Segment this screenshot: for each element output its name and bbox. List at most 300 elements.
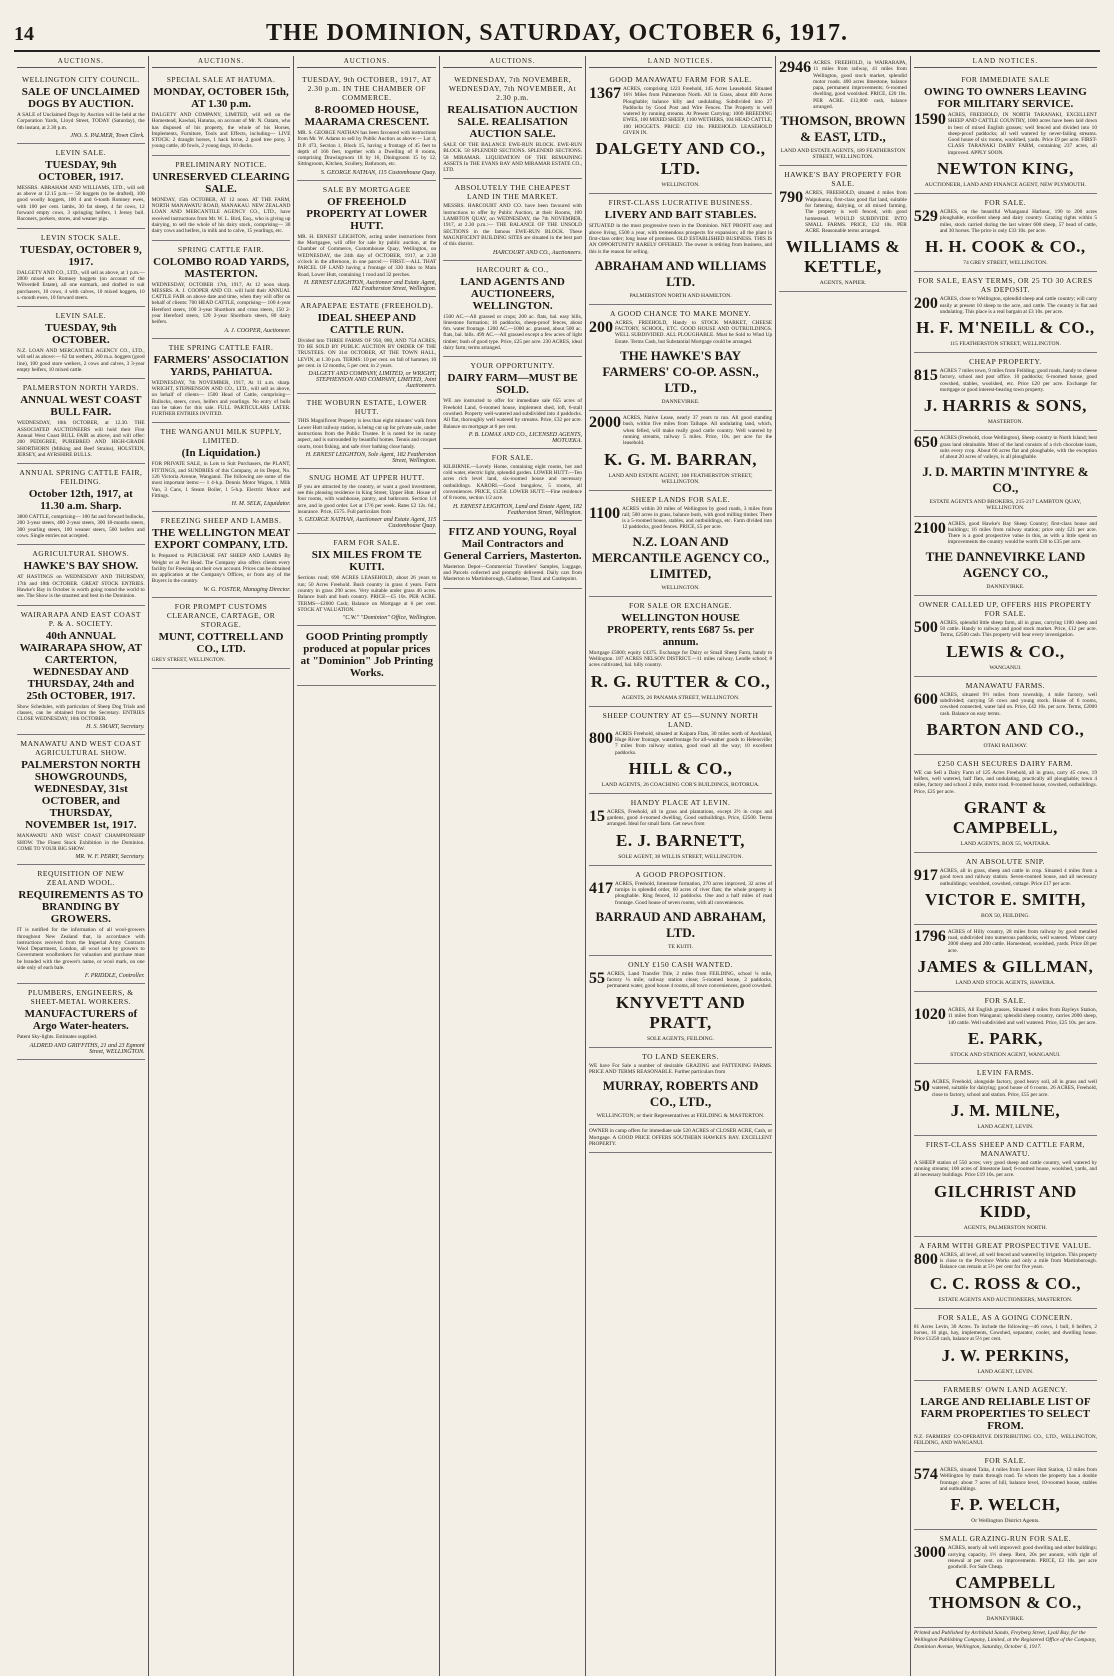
firm-name: NEWTON KING, bbox=[936, 159, 1074, 179]
lot-block bbox=[914, 521, 1097, 546]
ad-title: IDEAL SHEEP AND CATTLE RUN. bbox=[317, 311, 417, 336]
firm-name: JAMES & GILLMAN, bbox=[917, 957, 1094, 977]
ad-subtitle: A FARM WITH GREAT PROSPECTIVE VALUE. bbox=[919, 1240, 1092, 1250]
advertisement bbox=[443, 449, 582, 521]
ad-body: 3800 CATTLE, comprising— 100 fat and forward bullocks, 200 3-year steers, 400 2-year steers, 300 18-months steers, 300 yearling steers, 100 weaner steers, 500 heifers and cows. Single entries not accepted. bbox=[17, 514, 145, 540]
advertisement bbox=[17, 307, 145, 379]
ad-title: THE WELLINGTON MEAT EXPORT COMPANY, LTD. bbox=[151, 527, 291, 552]
ad-subtitle: SMALL GRAZING-RUN FOR SALE. bbox=[939, 1534, 1072, 1544]
ad-body: SALE OF THE BALANCE EWE-RUN BLOCK. EWE-RUN BLOCK. 58 SPLENDID SECTIONS. SPLENDID SECTIONS. 58 MIRAMAR. LIQUIDATION OF THE REMAINING ASSETS In THE EVANS BAY AND MIRAMAR ESTATE CO., LTD. bbox=[443, 142, 582, 174]
ad-signature: A. J. COOPER, Auctioneer. bbox=[224, 327, 291, 334]
ad-title: MONDAY, OCTOBER 15th, AT 1.30 p.m. bbox=[153, 86, 289, 110]
column-heading: AUCTIONS. bbox=[152, 56, 291, 68]
ad-body: WE have For Sale a number of desirable GRAZING and FATTENING FARMS. PRICE AND TERMS REASONABLE. Further particulars from bbox=[588, 1062, 773, 1076]
ad-body: 81 Acres Levin, 30 Acres. To include the following—46 cows, 1 bull, 6 heifers, 2 horses, 16 pigs, hay, implements, Cowshed, separator, cooler, and dwelling house. Price £1250 cash, balance at 5½ per cent. bbox=[913, 1323, 1097, 1343]
ad-title: DAIRY FARM—MUST BE SOLD. bbox=[447, 372, 578, 397]
advertisement bbox=[914, 755, 1097, 853]
firm-name: H. H. COOK & CO., bbox=[925, 237, 1086, 257]
firm-name: VICTOR E. SMITH, bbox=[925, 889, 1086, 909]
lot-number: 200 bbox=[913, 295, 938, 313]
ad-body: Is Prepared to PURCHASE FAT SHEEP AND LAMBS By Weight or at Per Head. The Company also offers clients every facility for Freezing on their own account. Prices can be obtained on application at the Company's Offices, or from any of the Buyers in the country. bbox=[151, 553, 291, 585]
ad-title: 8-ROOMED HOUSE, MAARAMA CRESCENT. bbox=[304, 104, 430, 128]
ad-body: ACRES, on the beautiful Whanganui Harbour, 190 to 200 acres ploughable, excellent sheep and dairy country. Grazing rights within 5 miles, stock carried during the last winter 600 sheep, 57 head of cattle, and 30 horses. The price is only £33 10s. per acre. bbox=[939, 209, 1097, 234]
lot-number: 917 bbox=[913, 866, 938, 884]
ad-subtitle: THE WANGANUI MILK SUPPLY, LIMITED. bbox=[160, 427, 282, 446]
ad-title: COLOMBO ROAD YARDS, MASTERTON. bbox=[153, 255, 289, 280]
ad-subtitle: CHEAP PROPERTY. bbox=[969, 357, 1042, 367]
ad-signature: Or Wellington District Agents. bbox=[971, 1518, 1040, 1525]
ad-subtitle: A GOOD CHANCE TO MAKE MONEY. bbox=[610, 308, 752, 318]
ad-body: ACRES, all in grass, sheep and cattle in crop. Situated 4 miles from a good town and railway station. Seven-roomed house, and all necessary outbuildings; woolshed, cowshed, cottage. Price £17 per acre. bbox=[939, 867, 1097, 887]
ad-body: ACRES, All English grasses, Situated 4 miles from Bayleys Station, 11 miles from Wanganui; splendid sheep country, carries 2000 sheep, 140 cattle. Well subdivided and well watered. Price, £25 10s. per acre. bbox=[947, 1007, 1097, 1026]
firm-name: J. D. MARTIN M'INTYRE & CO., bbox=[922, 463, 1089, 495]
advertisement bbox=[152, 71, 291, 156]
ad-body: WE can Sell a Dairy Farm of 125 Acres Freehold, all in grass, carry 45 cows, 19 heifers, well watered, half flats, and undulating, practically all ploughable; town 4 miles, factory and school 2 mile, motor road. 8-roomed house, cowshed, outbuildings. Price, £25 per acre. bbox=[913, 769, 1097, 795]
column-2 bbox=[149, 56, 295, 1676]
advertisement bbox=[443, 71, 582, 179]
column-heading: AUCTIONS. bbox=[17, 56, 145, 68]
lot-number: 1367 bbox=[588, 85, 621, 102]
ad-body: ACRES. FREEHOLD, in WAIRARAPA, 11 miles from railway, 41 miles from Wellington, good stock market, splendid motor roads. 400 acres limestone, balance papa, permanent improvements; 6-roomed dwelling, good woolshed. PRICE, £20 10s. PER ACRE. £12,000 cash, balance arranged. bbox=[813, 60, 907, 111]
ad-body: Masterton Depot—Commercial Travellers' Samples, Luggage, and Parcels collected and promptly delivered. Daily cars from Masterton to Martinborough, Gladstone, Tinui and Castlepoint. bbox=[443, 563, 582, 583]
lot-number: 800 bbox=[913, 1250, 938, 1268]
ad-signature: ALDRED AND GRIFFITHS, 21 and 23 Egmont Street, WELLINGTON. bbox=[29, 1042, 145, 1055]
advertisement bbox=[17, 71, 145, 144]
lot-block bbox=[914, 1007, 1097, 1026]
ad-body: ACRES, Freehold, alongside factory, good heavy soil, all in grass and well watered, suitable for dairying; good house of 6 rooms. 26 ACRES, Freehold, close to factory, school and station. Price, £55 per acre. bbox=[931, 1078, 1097, 1098]
ad-title: PALMERSTON NORTH SHOWGROUNDS, WEDNESDAY, 31st OCTOBER, and THURSDAY, NOVEMBER 1st, 1917. bbox=[21, 759, 141, 832]
ad-body: ACRES Freehold, situated at Kaipara Flats, 30 miles north of Auckland, Huge River frontage, waterfrontage for all-weather goods to Helensville; 7 miles from railway station, good road all the way; 10 excellent paddocks. bbox=[614, 730, 773, 756]
column-4 bbox=[440, 56, 586, 1676]
lot-number: 1100 bbox=[588, 504, 621, 522]
ad-subtitle: ARAPAEPAE ESTATE (FREEHOLD). bbox=[300, 300, 434, 310]
ad-subtitle: FREEZING SHEEP AND LAMBS. bbox=[160, 516, 282, 526]
advertisement bbox=[914, 1452, 1097, 1530]
ad-signature: H. ERNEST LEIGHTON, Sole Agent, 182 Featherston Street, Wellington. bbox=[305, 451, 437, 464]
ad-subtitle: FIRST-CLASS LUCRATIVE BUSINESS. bbox=[608, 198, 753, 208]
newspaper-title: THE DOMINION, SATURDAY, OCTOBER 6, 1917. bbox=[265, 20, 849, 46]
advertisement bbox=[914, 992, 1097, 1064]
lot-number: 529 bbox=[913, 208, 938, 226]
column-3 bbox=[294, 56, 440, 1676]
lot-number: 2946 bbox=[779, 59, 812, 76]
advertisement bbox=[914, 353, 1097, 431]
ad-subtitle: LEVIN STOCK SALE. bbox=[40, 232, 121, 242]
ad-signature: LAND AGENTS, 26 COACHING COR'S BUILDINGS, ROTORUA. bbox=[601, 781, 760, 788]
column-1 bbox=[14, 56, 149, 1676]
advertisement bbox=[152, 241, 291, 339]
ad-subtitle: MANAWATU AND WEST COAST AGRICULTURAL SHOW. bbox=[20, 739, 142, 758]
ad-subtitle: YOUR OPPORTUNITY. bbox=[470, 361, 555, 371]
ad-signature: TE KUITI. bbox=[668, 943, 693, 950]
page-number: 14 bbox=[14, 23, 34, 45]
ad-subtitle: LEVIN SALE. bbox=[55, 311, 107, 321]
column-7 bbox=[911, 56, 1100, 1676]
ad-signature: H. ERNEST LEIGHTON, Land and Estate Agent, 182 Featherston Street, Wellington. bbox=[452, 503, 582, 516]
ad-subtitle: TUESDAY, 9th OCTOBER, 1917, AT 2.30 p.m. IN THE CHAMBER OF COMMERCE. bbox=[301, 75, 432, 102]
advertisement bbox=[17, 865, 145, 984]
ad-body: Divided into THREE FARMS OF 950, 880, AND 754 ACRES, TO BE SOLD BY PUBLIC AUCTION BY ORDER OF THE TRUSTEES. ON 31st OCTOBER, AT THE TOWN HALL, LEVIN, at 1.30 p.m. TERMS: 10 per cent. on fall of hammer, 10 per cent. in 12 months, 5 per cent. in 2 years. bbox=[297, 337, 437, 370]
advertisement bbox=[443, 521, 582, 589]
ad-signature: AGENTS, NAPIER. bbox=[819, 280, 867, 287]
ad-title: LIVERY AND BAIT STABLES. bbox=[604, 209, 757, 222]
lot-number: 3000 bbox=[913, 1544, 946, 1562]
firm-name: CAMPBELL THOMSON & CO., bbox=[929, 1573, 1082, 1613]
ad-body: IF you are attracted by the country, or want a good investment, see this pleasing residence in King Street, Upper Hutt. House of four rooms, with washhouse, pantry, and bathroom. Section 1/4 acre, and in good order. Let at 17/6 per week. Rates £2 12s. 6d.; insurance. Price, £575. Full particulars from bbox=[297, 483, 437, 516]
lot-number: 55 bbox=[588, 969, 605, 987]
ad-signature: H. ERNEST LEIGHTON, Auctioneer and Estate Agent, 182 Featherston Street, Wellington. bbox=[303, 279, 437, 292]
ad-title: OF FREEHOLD PROPERTY AT LOWER HUTT. bbox=[306, 195, 428, 232]
firm-name: E. J. BARNETT, bbox=[616, 830, 746, 850]
ad-subtitle: TO LAND SEEKERS. bbox=[642, 1051, 719, 1061]
advertisement bbox=[297, 181, 436, 297]
ad-signature: STOCK AND STATION AGENT, WANGANUI. bbox=[950, 1051, 1061, 1058]
ad-body: ACRES, FREEHOLD, Handy to STOCK MARKET, CHEESE FACTORY, SCHOOL, ETC. GOOD HOUSE AND OUTBUILDINGS. WELL SUBDIVIDED. ALL PLOUGHABLE. Must be Sold to Wind Up Estate. Terms Cash, but Substantial Mortgage could be arranged. bbox=[614, 319, 773, 345]
ad-body: ACRES, situated 9½ miles from township, 4 mile factory, well subdivided; carrying 56 cows and young stock. House of 6 rooms, cowshed connected, water laid on. Price, £42 10s. per acre. Terms, £2000 cash. Balance on easy terms. bbox=[939, 691, 1097, 717]
ad-body: DALGETY AND COMPANY, LIMITED, will sell on the Homestead, Kawhai, Hatuma, on account of Mr. N. Oatam, who has disposed of his property, the whole of his Horses, Implements, Furniture, Tools and Effects, including— LIVE STOCK: 2 draught horses, 1 hack horse, 2 good tree pony, 3 young cattle, 40 fowls, 2 young dogs, 10 ducks. bbox=[151, 112, 291, 150]
column-6 bbox=[776, 56, 911, 1676]
advertisement bbox=[589, 305, 772, 411]
ad-title: SALE OF UNCLAIMED DOGS BY AUCTION. bbox=[21, 86, 140, 110]
ad-signature: OTAKI RAILWAY. bbox=[983, 742, 1028, 749]
ad-body: ACRES, close to Wellington, splendid sheep and cattle country; will carry easily at present 10 sheep to the acre, and cattle. The country is flat and undulating. This place is a real bargain at £3 10s. per acre. bbox=[939, 296, 1097, 315]
advertisement bbox=[17, 379, 145, 464]
advertisement bbox=[297, 469, 436, 534]
firm-name: GILCHRIST AND KIDD, bbox=[934, 1181, 1077, 1221]
ad-signature: WELLINGTON. bbox=[661, 182, 700, 189]
ad-body: MR. H. ERNEST LEIGHTON, acting under instructions from the Mortgagee, will offer for sale by public auction, at the Chamber of Commerce, Customhouse Quay, Wellington, on WEDNESDAY, the 24th day of OCTOBER, 1917, at 2.30 o'clock in the afternoon, in one parcel:— FIRST.—ALL THAT PARCEL OF LAND having a frontage of 330 links to Main Road, Lower Hutt, containing 1 rood and 32 perches. bbox=[297, 233, 437, 278]
ad-signature: S. GEORGE NATHAN, Auctioneer and Estate Agent, 115 Customhouse Quay. bbox=[298, 517, 437, 530]
ad-body: ACRES, Land Transfer Title, 2 miles from FEILDING, school ¼ mile, factory ¼ mile; railway station close; 5-roomed house, 2 paddocks, permanent water, good house 4 rooms, all town conveniences, good cowshed. bbox=[606, 970, 773, 990]
ad-signature: DANNEVIRKE. bbox=[986, 1616, 1025, 1623]
ad-signature: SOLE AGENTS, FEILDING. bbox=[646, 1035, 715, 1042]
ad-subtitle: THE SPRING CATTLE FAIR. bbox=[168, 342, 274, 352]
ad-body: ACRES, Freehold, all in grass and plantations, except 2½ in crops and gardens, good 4-roomed dwelling, Good outbuildings. Price, £2500. Terms arranged. Ideal for small farm. Get news from bbox=[606, 808, 773, 828]
lot-block bbox=[914, 368, 1097, 393]
ad-subtitle: MANAWATU FARMS. bbox=[965, 680, 1046, 690]
ad-signature: AUCTIONEER, LAND AND FINANCE AGENT, NEW PLYMOUTH. bbox=[924, 182, 1087, 189]
ad-body: ACRES, FREEHOLD, IN NORTH TARANAKI, EXCELLENT SHEEP AND CATTLE COUNTRY, 1000 acres have been laid down in best of mixed English grasses; well fenced and divided into 10 sheep-proof paddocks; all well watered by never-failing streams. Good house of six rooms, woolshed, yards. Price £9 per acre. FIRST-CLASS TARANAKI DAIRY FARM, containing 237 acres, all improved. APPLY SOON. bbox=[947, 112, 1097, 156]
ad-title: 40th ANNUAL WAIRARAPA SHOW, AT CARTERTON, WEDNESDAY AND THURSDAY, 24th and 25th OCTOBER, 1917. bbox=[19, 629, 143, 702]
ad-signature: "C.W." "Dominion" Office, Wellington. bbox=[342, 615, 437, 622]
advertisement bbox=[914, 272, 1097, 353]
firm-name: WILLIAMS & KETTLE, bbox=[785, 237, 901, 277]
advertisement bbox=[297, 394, 436, 468]
ad-subtitle: LEVIN FARMS. bbox=[976, 1067, 1034, 1077]
ad-subtitle: PALMERSTON NORTH YARDS. bbox=[22, 383, 139, 393]
ad-signature: LAND AGENT, LEVIN. bbox=[977, 1123, 1034, 1130]
ad-signature: WELLINGTON; or their Representatives at FEILDING & MASTERTON. bbox=[596, 1113, 765, 1120]
ad-signature: PALMERSTON NORTH AND HAMILTON. bbox=[629, 292, 732, 299]
lot-number: 1020 bbox=[913, 1006, 946, 1024]
ad-body: A SHEEP station of 550 acres; very good sheep and cattle country, well watered by running streams; 100 acres of limestone land; 6-roomed house, woolshed, yards, and all necessary buildings. Price £19 10s. per acre. bbox=[913, 1159, 1097, 1179]
ad-body: MESSRS. HARCOURT AND CO. have been favoured with instructions to offer by Public Auction, at their Rooms, 100 LAMBTON QUAY, on WEDNESDAY, the 7th NOVEMBER, 1917, at 2.30 p.m.:— THE BALANCE OF THE UNSOLD SECTIONS in the famous EWE-RUN BLOCK. These MAGNIFICENT BUILDING SITES are situated in the best part of this district. bbox=[443, 203, 582, 248]
lot-number: 1796 bbox=[913, 927, 946, 945]
advertisement bbox=[443, 261, 582, 358]
ad-subtitle: PRELIMINARY NOTICE. bbox=[175, 159, 267, 169]
ad-title: WELLINGTON HOUSE PROPERTY, rents £687 5s. per annum. bbox=[607, 611, 754, 648]
ad-signature: P. B. LOMAX AND CO., LICENSED AGENTS, MOTUEKA. bbox=[468, 431, 582, 444]
ad-signature: H. S. SMART, Secretary. bbox=[86, 724, 145, 731]
ad-title: UNRESERVED CLEARING SALE. bbox=[152, 170, 290, 195]
ad-title: FARMERS' ASSOCIATION YARDS, PAHIATUA. bbox=[153, 353, 289, 378]
firm-name: KNYVETT AND PRATT, bbox=[615, 992, 746, 1032]
ad-subtitle: £250 CASH SECURES DAIRY FARM. bbox=[937, 758, 1074, 768]
column-heading: AUCTIONS. bbox=[297, 56, 436, 68]
ad-body: ACRES, Native Lease, nearly 37 years to run. All good standing bush, within five miles from Taihape. All undulating land, which, when felled, will make really good cattle country. Well watered by running streams, railway 5 miles. Price, 10s. per acre for the leasehold. bbox=[622, 415, 773, 447]
ad-signature: LAND AGENTS, BOX 55, WAITARA. bbox=[960, 840, 1051, 847]
ad-body: MR. S. GEORGE NATHAN has been favoured with instructions from Mr. W. Adams to sell by Public Auction as above:— Lot 4, D.P. 473, Section 1, Block 15, having a frontage of 45 feet to depth of 166 feet, together with a Dwelling of 8 rooms, comprising Drawingroom 18 by 16, Diningroom 15 by 12, Sittingroom, Kitchen, Scullery, Bathroom, etc. bbox=[297, 130, 437, 168]
lot-number: 1590 bbox=[913, 111, 946, 128]
ad-body: ACRES, nearly all well improved: good dwelling and other buildings; carrying capacity, 1½ sheep. Rent, 20s per annum, with right of renewal at per cent. on improvements. PRICE, £3 10s. per acre goodwill. For Sale Cheap. bbox=[947, 1545, 1097, 1571]
lot-number: 50 bbox=[913, 1077, 930, 1095]
firm-name: THE DANNEVIRKE LAND AGENCY CO., bbox=[925, 548, 1086, 580]
firm-name: LEWIS & CO., bbox=[946, 641, 1065, 661]
lot-block bbox=[914, 1467, 1097, 1492]
ad-subtitle: WELLINGTON CITY COUNCIL. bbox=[22, 75, 140, 84]
advertisement bbox=[152, 512, 291, 597]
ad-title: OWING TO OWNERS LEAVING FOR MILITARY SERVICE. bbox=[923, 86, 1087, 110]
ad-body: 1500 AC.—All grassed or crops; 200 ac. flats, bal. easy hills, limestone formation; 16 paddocks, sheep-proof fences, about 6m. water frontage. 1200 AC.—1000 ac. grassed, about 500 ac. flats, bal. hills. 499 AC.—All grassed except a few acres of light timber; bush of good type. Price, £25 per acre. 230 ACRES, ideal dairy farm; terms arranged. bbox=[443, 313, 582, 352]
firm-name: BARRAUD AND ABRAHAM, LTD. bbox=[595, 908, 766, 940]
ad-title: SIX MILES FROM TE KUITI. bbox=[311, 549, 422, 574]
ad-body: N.Z. FARMERS' CO-OPERATIVE DISTRIBUTING CO., LTD., WELLINGTON, FEILDING, AND WANGANUI. bbox=[913, 1433, 1097, 1446]
advertisement bbox=[914, 596, 1097, 677]
advertisement bbox=[589, 794, 772, 866]
firm-name: E. PARK, bbox=[967, 1028, 1043, 1048]
ad-title: TUESDAY, 9th OCTOBER. bbox=[45, 322, 117, 347]
column-heading: AUCTIONS. bbox=[443, 56, 582, 68]
ad-body: Mortgage £5000; equity £4375. Exchange for Dairy or Small Sheep Farm, handy to Wellington. 187 ACRES NELSON DISTRICT.—11 miles railway, Lendle school; 8 acres cultivated, bal. hilly country. bbox=[588, 649, 773, 669]
ad-body: ACRES within 20 miles of Wellington by good roads, 3 miles from rail; 500 acres in grass, balance bush, with good milling timber. There is a 5-roomed house, stables, and outbuildings, etc. Farm divided into 12 paddocks, good fences. PRICE, £5 per acre. bbox=[622, 505, 773, 531]
ad-signature: WELLINGTON. bbox=[661, 584, 700, 591]
ad-body: ACRES (Freehold, close Wellington), Sheep country in North Island; best grass land obtainable. Most of the land consists of a rich chocolate loam, suits every crop. About 60 acres flat and ploughable, with the exception of about 20 acres of valleys, is all ploughable. bbox=[939, 435, 1097, 461]
ad-subtitle: PLUMBERS, ENGINEERS, & SHEET-METAL WORKERS. bbox=[28, 988, 134, 1007]
lot-block bbox=[779, 60, 907, 110]
firm-name: J. HARRIS & SONS, bbox=[923, 396, 1087, 416]
ad-body: WEDNESDAY, 10th OCTOBER, at 12.30. THE ASSOCIATED AUCTIONEERS will hold their First Annual West Coast BULL FAIR as above, and will offer: 200 PEDIGREE, PUREBRED AND HIGH-GRADE SHORTHORN (Milking and Beef Strains), HOLSTEIN, JERSEY, and AYRSHIRE BULLS. bbox=[17, 420, 145, 458]
advertisement bbox=[17, 735, 145, 865]
advertisement bbox=[17, 144, 145, 229]
ad-subtitle: HAWKE'S BAY PROPERTY FOR SALE. bbox=[784, 170, 902, 189]
column-container bbox=[14, 56, 1100, 1676]
advertisement bbox=[589, 1048, 772, 1126]
ad-body: SITUATED in the most progressive town in the Dominion. NET PROFIT easy and above living, £500 a year, with tremendous prospects for expansion; all the plant in first-class order; long lease of premises. OLD ESTABLISHED BUSINESS. THIS IS AN OPPORTUNITY RARELY OFFERED. The owner is retiring from business, and this is the reason for selling. bbox=[588, 223, 773, 255]
advertisement bbox=[589, 707, 772, 794]
advertisement bbox=[17, 464, 145, 545]
ad-body: N.Z. LOAN AND MERCANTILE AGENCY CO., LTD., will sell as above:— 62 fat wethers, 260 m.a. hoggets (good line), 100 good store wethers, 2 cows and calves, 3 3-year empty heifers, 10 mixed cattle. bbox=[17, 348, 145, 374]
ad-title: TUESDAY, OCTOBER 9, 1917. bbox=[19, 243, 142, 268]
firm-name: ABRAHAM AND WILLIAMS LTD. bbox=[594, 257, 767, 289]
lot-block bbox=[914, 209, 1097, 234]
advertisement bbox=[152, 598, 291, 669]
ad-subtitle: FOR SALE. bbox=[491, 452, 534, 462]
ad-subtitle: ONLY £150 CASH WANTED. bbox=[628, 959, 733, 969]
ad-signature: LAND AND STOCK AGENTS, HAWERA. bbox=[955, 980, 1056, 987]
ad-signature: MASTERTON. bbox=[987, 419, 1023, 426]
ad-subtitle: HARCOURT & CO., bbox=[476, 264, 549, 274]
ad-title: REALISATION AUCTION SALE. REALISATION AUCTION SALE. bbox=[447, 104, 578, 140]
lot-block bbox=[914, 296, 1097, 315]
advertisement bbox=[914, 517, 1097, 596]
ad-subtitle: SNUG HOME AT UPPER HUTT. bbox=[309, 472, 425, 482]
ad-body: ACRES, splendid little sheep farm, all in grass, carrying 1100 sheep and 50 cattle. Handy to railway and good stock market. Price, £12 per acre. Terms, £2500 cash. This property will bear every investigation. bbox=[939, 619, 1097, 639]
ad-body: KILBIRNIE.—Lovely Home, containing eight rooms, hot and cold water, electric light, splendid garden. LOWER HUTT.—Ten acres rich level land, six-roomed house and necessary outbuildings. KARORI.—Good bungalow, 5 rooms, all conveniences. PRICE, £1250. LOWER HUTT.—Fine residence of 8 rooms, section 1/2 acre. bbox=[443, 463, 582, 502]
advertisement bbox=[589, 597, 772, 707]
ad-signature: LAND AGENT, LEVIN. bbox=[977, 1368, 1034, 1375]
ad-signature: ESTATE AGENTS AND AUCTIONEERS, MASTERTON. bbox=[938, 1296, 1073, 1303]
advertisement bbox=[914, 925, 1097, 992]
lot-block bbox=[914, 620, 1097, 639]
lot-block bbox=[914, 868, 1097, 887]
firm-name: R. G. RUTTER & CO., bbox=[590, 671, 771, 691]
ad-title: (In Liquidation.) bbox=[181, 447, 261, 460]
lot-block bbox=[589, 881, 772, 906]
ad-subtitle: OWNER CALLED UP, OFFERS HIS PROPERTY FOR SALE. bbox=[919, 599, 1092, 618]
ad-subtitle: FOR IMMEDIATE SALE bbox=[961, 75, 1050, 84]
ad-signature: 115 FEATHERSTON STREET, WELLINGTON. bbox=[949, 341, 1061, 348]
lot-number: 2000 bbox=[588, 414, 621, 432]
column-5 bbox=[586, 56, 776, 1676]
advertisement bbox=[914, 853, 1097, 925]
firm-name: DALGETY AND CO., LTD. bbox=[595, 139, 766, 179]
ad-subtitle: FOR SALE. bbox=[984, 198, 1027, 208]
ad-signature: AGENTS, 26 PANAMA STREET, WELLINGTON. bbox=[621, 694, 740, 701]
ad-body: ACRES, Freehold, limestone formation, 270 acres improved, 32 acres of turnips in splendid order, 60 acres of river flats; the whole property is ploughable. Ring fenced, 12 paddocks. One and a half miles of road frontage. Good house of seven rooms, with all conveniences. bbox=[614, 880, 773, 906]
advertisement bbox=[443, 179, 582, 260]
firm-name: N.Z. LOAN AND MERCANTILE AGENCY CO., LIMITED, bbox=[591, 533, 770, 581]
advertisement bbox=[779, 166, 907, 292]
ad-body: ACRES, FREEHOLD, situated 4 miles from Waipukurau, first-class good flat land, suitable for fattening, dairying, or all mixed farming. The property is well fenced, with good homestead. WOULD SUBDIVIDE INTO SMALL FARMS. PRICE, £32 10s. PER ACRE. Reasonable terms arranged. bbox=[805, 190, 907, 235]
advertisement bbox=[297, 71, 436, 181]
advertisement bbox=[589, 194, 772, 304]
column-heading: LAND NOTICES. bbox=[914, 56, 1097, 68]
ad-signature: HARCOURT AND CO., Auctioneers. bbox=[492, 249, 582, 256]
ad-title: LARGE AND RELIABLE LIST OF FARM PROPERTIES TO SELECT FROM. bbox=[920, 1395, 1091, 1432]
lot-number: 417 bbox=[588, 879, 613, 897]
ad-subtitle: FARM FOR SALE. bbox=[333, 538, 401, 548]
ad-body: THIS Magnificent Property is less than eight minutes' walk from Lower Hutt railway station, is being cut up for private sale, under instructions from the Public Trustee. It is noted for its sunny aspect, and is surrounded by beautiful homes. Tennis and croquet courts, trout fishing, and safe river bathing close handy. bbox=[297, 418, 437, 450]
ad-body: OWNER in camp offers for immediate sale 520 ACRES of CLOSER ACRE, Cash, or Mortgage. A GOOD PRICE OFFERS SOUTHERN HAWKE'S BAY. EXCELLENT PROPERTY. bbox=[588, 1128, 773, 1147]
ad-subtitle: HANDY PLACE AT LEVIN. bbox=[630, 797, 731, 807]
ad-body: WE are instructed to offer for immediate sale 655 acres of Freehold Land, 6-roomed house, implement shed, loft, 6-stall cowshed. Property well-watered and subdivided into 4 paddocks. All flat, thoroughly well watered by streams. Price, £32 per acre. Balance on mortgage at 6 per cent. bbox=[443, 398, 582, 430]
ad-signature: BOX 50, FEILDING. bbox=[981, 912, 1030, 919]
ad-signature: S. GEORGE NATHAN, 115 Customhouse Quay. bbox=[320, 169, 437, 176]
firm-name: THOMSON, BROWN & EAST, LTD., bbox=[780, 113, 906, 145]
advertisement bbox=[17, 545, 145, 605]
firm-name: BARTON AND CO., bbox=[926, 719, 1085, 739]
advertisement bbox=[914, 194, 1097, 272]
advertisement bbox=[297, 534, 436, 626]
advertisement bbox=[589, 411, 772, 490]
ad-subtitle: FIRST-CLASS SHEEP AND CATTLE FARM, MANAWATU. bbox=[925, 1139, 1085, 1158]
lot-block bbox=[914, 1079, 1097, 1098]
ad-signature: ESTATE AGENTS AND BROKERS, 215-217 LAMBTON QUAY, WELLINGTON. bbox=[929, 498, 1082, 511]
ad-subtitle: SALE BY MORTGAGEE bbox=[322, 184, 411, 194]
ad-signature: DALGETY AND COMPANY, LIMITED, or WRIGHT, STEPHENSON AND COMPANY, LIMITED, Joint Auctioneers. bbox=[308, 371, 437, 390]
firm-name: J. W. PERKINS, bbox=[941, 1345, 1070, 1365]
ad-body: GREY STREET, WELLINGTON. bbox=[151, 656, 226, 663]
advertisement bbox=[914, 677, 1097, 755]
ad-subtitle: SHEEP LANDS FOR SALE. bbox=[631, 494, 731, 504]
lot-number: 200 bbox=[588, 318, 613, 336]
firm-name: H. F. M'NEILL & CO., bbox=[916, 318, 1095, 338]
ad-subtitle: FOR SALE, AS A GOING CONCERN. bbox=[938, 1312, 1073, 1322]
advertisement bbox=[589, 866, 772, 956]
advertisement bbox=[589, 956, 772, 1048]
ad-subtitle: LEVIN SALE. bbox=[55, 147, 107, 157]
lot-block bbox=[779, 190, 907, 234]
ad-signature: DANNEVIRKE. bbox=[661, 399, 700, 406]
lot-block bbox=[589, 731, 772, 756]
ad-signature: SOLE AGENT, 38 WILLIS STREET, WELLINGTON. bbox=[618, 853, 743, 860]
advertisement bbox=[297, 297, 436, 394]
ad-title: REQUIREMENTS AS TO BRANDING BY GROWERS. bbox=[18, 889, 144, 926]
ad-signature: F. PRIDDLE, Controller. bbox=[84, 973, 145, 980]
advertisement bbox=[914, 1309, 1097, 1381]
ad-body: DALGETY AND CO., LTD., will sell as above, at 1 p.m.— 2000 mixed sex Romney hoggets (on account of the Wilverdell Estate), all one earmark, and drafted to suit purchasers, 10 cows, 4 with calves, 10 mixed hoggets, 10 s.-mouth ewes, 10 forward steers. bbox=[17, 269, 145, 301]
ad-signature: MR. W. F. PERRY, Secretary. bbox=[75, 854, 145, 861]
advertisement bbox=[152, 339, 291, 424]
lot-number: 650 bbox=[913, 434, 938, 452]
lot-block bbox=[589, 320, 772, 345]
ad-body: ACRES, all level, all well fenced and watered by irrigation. This property is close to the Province Works and only a mile from Martinborough. Balance can remain at 5½ per cent for five years. bbox=[939, 1251, 1097, 1271]
ad-title: GOOD Printing promptly produced at popular prices at "Dominion" Job Printing Works. bbox=[300, 631, 433, 680]
ad-title: MUNT, COTTRELL AND CO., LTD. bbox=[158, 630, 284, 655]
lot-block bbox=[589, 506, 772, 531]
advertisement bbox=[589, 1125, 772, 1153]
lot-block bbox=[914, 692, 1097, 717]
lot-block bbox=[589, 86, 772, 136]
ad-subtitle: FOR SALE. bbox=[984, 996, 1027, 1006]
advertisement bbox=[914, 1064, 1097, 1136]
ad-title: FITZ AND YOUNG, Royal Mail Contractors and General Carriers, Masterton. bbox=[443, 525, 582, 562]
ad-subtitle: THE WOBURN ESTATE, LOWER HUTT. bbox=[306, 398, 428, 417]
firm-name: J. M. MILNE, bbox=[950, 1100, 1061, 1120]
ad-subtitle: ABSOLUTELY THE CHEAPEST LAND IN THE MARKET. bbox=[454, 183, 571, 202]
lot-number: 574 bbox=[913, 1466, 938, 1484]
lot-block bbox=[589, 971, 772, 990]
ad-title: MANUFACTURERS of Argo Water-heaters. bbox=[24, 1008, 138, 1033]
advertisement bbox=[17, 229, 145, 307]
ad-body: MONDAY, 15th OCTOBER, AT 12 noon. AT THE FARM, NORTH MANAWATU ROAD, MANAKAU. NEW ZEALAND LOAN AND MERCANTILE AGENCY CO., LTD., have received instructions from Mr. W. L. Bird, Esq., who is giving up dairying, to sell the whole of his dairy stock, comprising— 30 dairy cows and heifers, in milk and to calve, 15 yearlings, etc. bbox=[151, 196, 291, 235]
ad-subtitle: FOR SALE. bbox=[984, 1456, 1027, 1466]
ad-subtitle: FOR PROMPT CUSTOMS CLEARANCE, CARTAGE, OR STORAGE. bbox=[166, 601, 276, 629]
ad-title: ANNUAL WEST COAST BULL FAIR. bbox=[20, 394, 142, 419]
firm-name: F. P. WELCH, bbox=[950, 1495, 1061, 1515]
lot-number: 815 bbox=[913, 367, 938, 385]
advertisement bbox=[914, 1530, 1097, 1628]
masthead bbox=[14, 20, 1100, 52]
ad-subtitle: AGRICULTURAL SHOWS. bbox=[32, 549, 130, 559]
lot-number: 790 bbox=[779, 189, 804, 207]
lot-number: 600 bbox=[913, 690, 938, 708]
column-heading: LAND NOTICES. bbox=[589, 56, 772, 68]
ad-signature: H. M. SELK, Liquidator. bbox=[231, 501, 291, 508]
ad-subtitle: GOOD MANAWATU FARM FOR SALE. bbox=[609, 75, 752, 84]
ad-title: October 12th, 1917, at 11.30 a.m. Sharp. bbox=[28, 488, 133, 513]
ad-signature: LAND AND ESTATE AGENT, 108 FEATHERSTON STREET, WELLINGTON. bbox=[608, 472, 753, 485]
ad-signature: DANNEVIRKE. bbox=[986, 583, 1025, 590]
ad-body: ACRES of Hilly country, 28 miles from railway by good metalled road, subdivided into numerous paddocks, well watered. Winter carry 2000 sheep and 200 cattle. Homestead, woolshed, yards. Price £8 per acre. bbox=[947, 928, 1097, 954]
lot-block bbox=[914, 435, 1097, 460]
ad-body: WEDNESDAY, 7th NOVEMBER, 1917, At 11 a.m. sharp. WRIGHT, STEPHENSON AND CO., LTD., will sell as above, on behalf of clients— 1500 Head of Cattle, comprising— Bullocks, steers, cows, heifers and yearlings. No entry of bulls can be taken for this sale. FULL PARTICULARS LATER. FURTHER ENTRIES INVITED. bbox=[151, 379, 291, 418]
ad-body: ACRES, good Hawke's Bay Sheep Country; first-class house and buildings; 16 miles from railway station; price only £21 per acre. There is a good prospective value in this, as with a little spent on improvements the country would be worth £30 to £35 per acre. bbox=[947, 520, 1097, 546]
advertisement bbox=[443, 357, 582, 448]
ad-subtitle: REQUISITION OF NEW ZEALAND WOOL. bbox=[37, 869, 125, 888]
lot-block bbox=[589, 415, 772, 446]
advertisement bbox=[914, 1381, 1097, 1453]
